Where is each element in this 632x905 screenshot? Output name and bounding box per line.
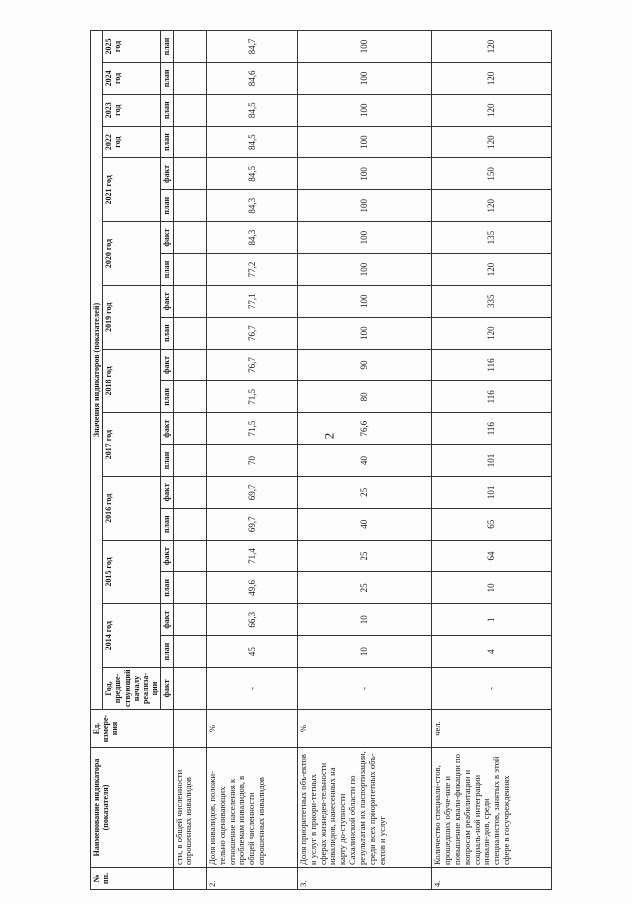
table-row	[297, 31, 431, 890]
row-value: 76,6	[297, 413, 431, 445]
row-value	[173, 349, 206, 381]
row-value: 100	[297, 317, 431, 349]
row-value: 120	[432, 126, 552, 158]
row-value: 100	[297, 158, 431, 190]
row-value: 70	[206, 445, 297, 477]
row-value: 45	[206, 636, 297, 668]
row-value	[173, 317, 206, 349]
row-value: 71,5	[206, 413, 297, 445]
col-year: 2021 год	[103, 158, 161, 222]
row-value: 100	[297, 190, 431, 222]
col-no: № пп.	[91, 868, 174, 890]
row-value: 4	[432, 636, 552, 668]
table-row	[206, 31, 297, 890]
row-value: 25	[297, 540, 431, 572]
row-unit: %	[206, 710, 297, 748]
sub-plan: план	[161, 62, 173, 94]
row-value: 25	[297, 572, 431, 604]
row-value: 116	[432, 381, 552, 413]
row-value	[173, 126, 206, 158]
page-number: 2	[321, 432, 337, 440]
col-year: 2023 год	[103, 94, 161, 126]
row-value: 84,5	[206, 158, 297, 190]
row-value: 100	[297, 94, 431, 126]
row-value	[173, 636, 206, 668]
row-value: 25	[297, 476, 431, 508]
row-indicator-name: Доля приоритетных объ-ектов и услуг в приори-тетных сферах жизнедея-тельности инвалидов, нанесенных на карту до-ступности Сахалинской области по результатам их паспортизации, среди всех приоритетных объ-ектов и услуг	[297, 748, 431, 868]
sub-plan: план	[161, 508, 173, 540]
row-value	[173, 572, 206, 604]
row-unit: %	[297, 710, 431, 748]
row-value	[173, 31, 206, 63]
row-value: 84,5	[206, 94, 297, 126]
row-unit	[173, 710, 206, 748]
sub-fact: факт	[161, 476, 173, 508]
row-value: 120	[432, 317, 552, 349]
sub-fact: факт	[161, 668, 173, 710]
row-value: 65	[432, 508, 552, 540]
col-year: 2018 год	[103, 349, 161, 413]
table-row	[173, 31, 206, 890]
col-year: 2022 год	[103, 126, 161, 158]
col-year: 2015 год	[103, 540, 161, 604]
row-value: 100	[297, 285, 431, 317]
row-value: 135	[432, 222, 552, 254]
row-value: 120	[432, 254, 552, 286]
sub-fact: факт	[161, 540, 173, 572]
col-year: 2019 год	[103, 285, 161, 349]
row-value: 1	[432, 604, 552, 636]
row-indicator-name: Доля инвалидов, положи-тельно оценивающих отношение населения к проблемам инвалидов, в общей численности опрошенных инвалидов	[206, 748, 297, 868]
row-value: 76,7	[206, 317, 297, 349]
sub-plan: план	[161, 636, 173, 668]
col-year: 2025 год	[103, 31, 161, 63]
row-value: 120	[432, 94, 552, 126]
row-value: 40	[297, 508, 431, 540]
row-value: 150	[432, 158, 552, 190]
row-value: 77,2	[206, 254, 297, 286]
row-value: 100	[297, 126, 431, 158]
sub-plan: план	[161, 445, 173, 477]
sub-fact: факт	[161, 158, 173, 190]
row-value: 40	[297, 445, 431, 477]
row-base-value: -	[432, 668, 552, 710]
row-value: 76,7	[206, 349, 297, 381]
col-year: 2017 год	[103, 413, 161, 477]
row-value: 84,5	[206, 126, 297, 158]
row-value	[173, 381, 206, 413]
row-value: 84,6	[206, 62, 297, 94]
row-value: 116	[432, 349, 552, 381]
row-unit: чел.	[432, 710, 552, 748]
row-value	[173, 222, 206, 254]
row-value: 77,1	[206, 285, 297, 317]
row-value	[173, 94, 206, 126]
row-base-value	[173, 668, 206, 710]
sub-fact: факт	[161, 604, 173, 636]
row-value	[173, 158, 206, 190]
row-value: 84,7	[206, 31, 297, 63]
col-base-year: Год, предше-ствующий началу реализа-ции	[103, 668, 161, 710]
col-year: 2024 год	[103, 62, 161, 94]
row-value	[173, 285, 206, 317]
row-value: 120	[432, 31, 552, 63]
sub-plan: план	[161, 254, 173, 286]
row-value: 66,3	[206, 604, 297, 636]
row-value: 100	[297, 62, 431, 94]
row-value: 335	[432, 285, 552, 317]
row-base-value: -	[206, 668, 297, 710]
sub-plan: план	[161, 572, 173, 604]
row-value: 64	[432, 540, 552, 572]
row-value	[173, 254, 206, 286]
row-value: 69,7	[206, 476, 297, 508]
row-value: 10	[297, 636, 431, 668]
row-value: 71,4	[206, 540, 297, 572]
col-year: 2014 год	[103, 604, 161, 668]
table-row	[432, 31, 552, 890]
row-value	[173, 476, 206, 508]
row-value: 116	[432, 413, 552, 445]
row-value	[173, 445, 206, 477]
row-value: 100	[297, 254, 431, 286]
row-value: 80	[297, 381, 431, 413]
row-value	[173, 413, 206, 445]
sub-plan: план	[161, 94, 173, 126]
row-value: 69,7	[206, 508, 297, 540]
row-indicator-name: сти, в общей численности опрошенных инвалидов	[173, 748, 206, 868]
sub-plan: план	[161, 381, 173, 413]
row-value: 84,3	[206, 222, 297, 254]
col-unit: Ед. измере-ния	[91, 710, 174, 748]
sub-plan: план	[161, 126, 173, 158]
sub-plan: план	[161, 190, 173, 222]
col-values: Значения индикаторов (показателей)	[91, 31, 103, 710]
row-value: 84,3	[206, 190, 297, 222]
row-value: 100	[297, 31, 431, 63]
sub-fact: факт	[161, 349, 173, 381]
col-indicator: Наименование индикатора (показателя)	[91, 748, 174, 868]
col-year: 2020 год	[103, 222, 161, 286]
row-value	[173, 604, 206, 636]
row-value	[173, 190, 206, 222]
row-value: 120	[432, 62, 552, 94]
row-value: 10	[432, 572, 552, 604]
row-value: 100	[297, 222, 431, 254]
row-value	[173, 508, 206, 540]
sub-fact: факт	[161, 413, 173, 445]
row-value: 10	[297, 604, 431, 636]
indicators-table	[90, 30, 552, 890]
row-no: 3.	[297, 868, 431, 890]
row-no	[173, 868, 206, 890]
row-value: 90	[297, 349, 431, 381]
row-indicator-name: Количество специали-стов, прошедших обуче-ние и повышение квали-фикации по вопросам реабилитации и социаль-ной интеграции инвали-дов, среди специалистов, занятых в этой сфере в госучреждениях	[432, 748, 552, 868]
rotated-table-container	[90, 30, 552, 890]
row-value	[173, 540, 206, 572]
row-value	[173, 62, 206, 94]
row-no: 4.	[432, 868, 552, 890]
sub-plan: план	[161, 317, 173, 349]
row-base-value: -	[297, 668, 431, 710]
sub-fact: факт	[161, 285, 173, 317]
row-no: 2.	[206, 868, 297, 890]
row-value: 120	[432, 190, 552, 222]
row-value: 101	[432, 476, 552, 508]
row-value: 101	[432, 445, 552, 477]
col-year: 2016 год	[103, 476, 161, 540]
sub-fact: факт	[161, 222, 173, 254]
row-value: 71,5	[206, 381, 297, 413]
sub-plan: план	[161, 31, 173, 63]
row-value: 49,6	[206, 572, 297, 604]
